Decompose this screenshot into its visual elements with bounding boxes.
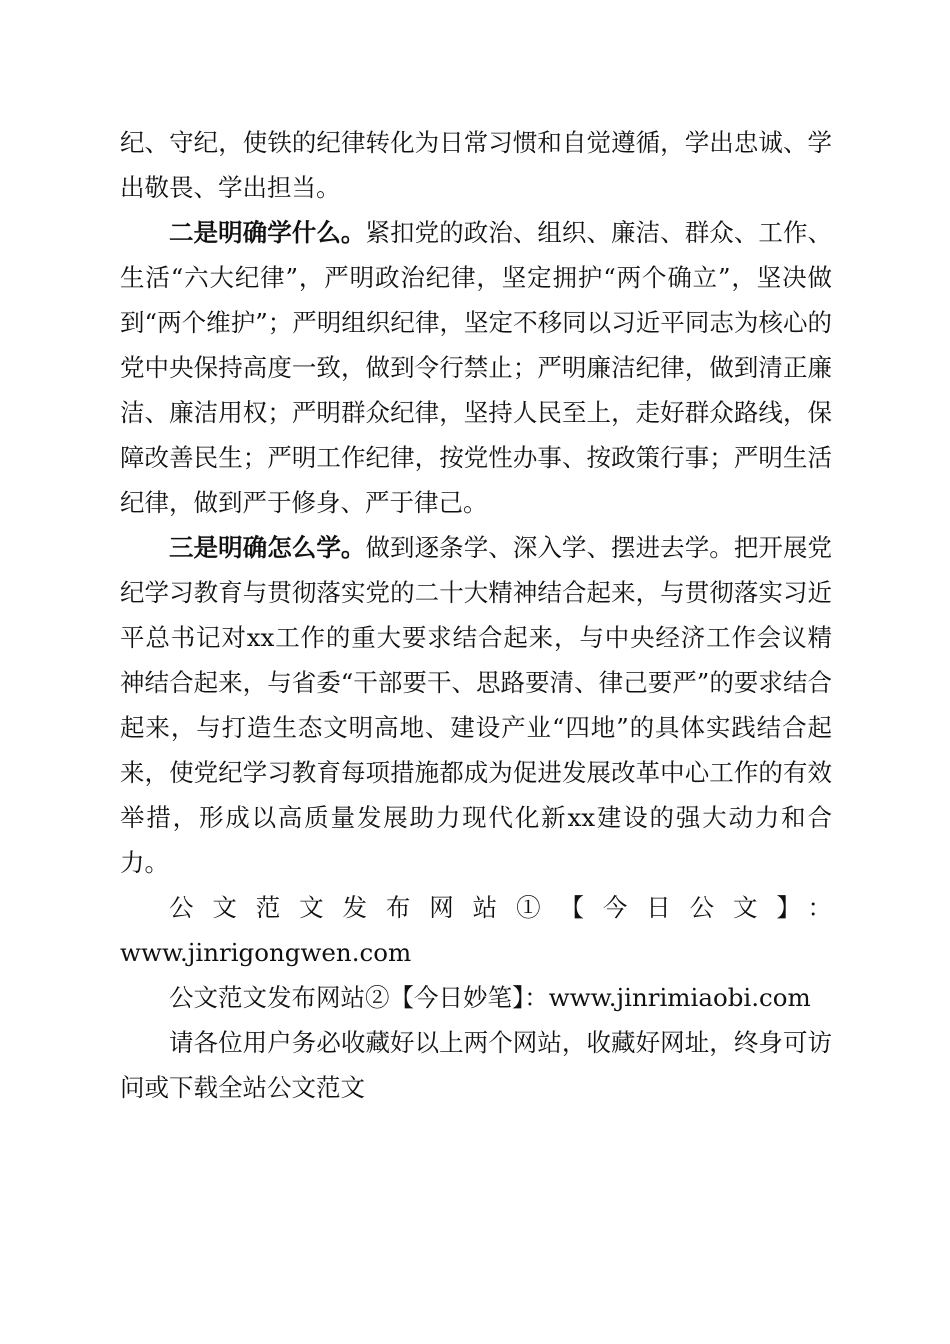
paragraph-continuation: 纪、守纪，使铁的纪律转化为日常习惯和自觉遵循，学出忠诚、学出敬畏、学出担当。 xyxy=(120,128,832,202)
paragraph-lead-heading: 三是明确怎么学。 xyxy=(169,533,366,562)
document-page xyxy=(120,120,832,1110)
paragraph-how-to-learn xyxy=(120,525,832,885)
paragraph-what-to-learn xyxy=(120,210,832,525)
paragraph-body: 做到逐条学、深入学、摆进去学。把开展党纪学习教育与贯彻落实党的二十大精神结合起来，与贯彻落实习近平总书记对xx工作的重大要求结合起来，与中央经济工作会议精神结合起来，与省委“干部要干、思路要清、律己要严”的要求结合起来，与打造生态文明高地、建设产业“四地”的具体实践结合起来，使党纪学习教育每项措施都成为促进发展改革中心工作的有效举措，形成以高质量发展助力现代化新xx建设的强大动力和合力。 xyxy=(120,533,833,877)
site1-url[interactable]: www.jinrigongwen.com xyxy=(120,938,412,967)
paragraph-lead-heading: 二是明确学什么。 xyxy=(169,218,366,247)
site2-label: 公文范文发布网站②【今日妙笔】： xyxy=(169,983,549,1012)
site1-label: 公文范文发布网站①【今日公文】： xyxy=(169,893,832,922)
site2-line xyxy=(120,975,832,1020)
notice-paragraph: 请各位用户务必收藏好以上两个网站，收藏好网址，终身可访问或下载全站公文范文 xyxy=(120,1028,832,1102)
paragraph-body: 紧扣党的政治、组织、廉洁、群众、工作、生活“六大纪律”，严明政治纪律，坚定拥护“两个确立”，坚决做到“两个维护”；严明组织纪律，坚定不移同以习近平同志为核心的党中央保持高度一致，做到令行禁止；严明廉洁纪律，做到清正廉洁、廉洁用权；严明群众纪律，坚持人民至上，走好群众路线，保障改善民生；严明工作纪律，按党性办事、按政策行事；严明生活纪律，做到严于修身、严于律己。 xyxy=(120,218,833,517)
site2-url[interactable]: www.jinrimiaobi.com xyxy=(548,983,811,1012)
